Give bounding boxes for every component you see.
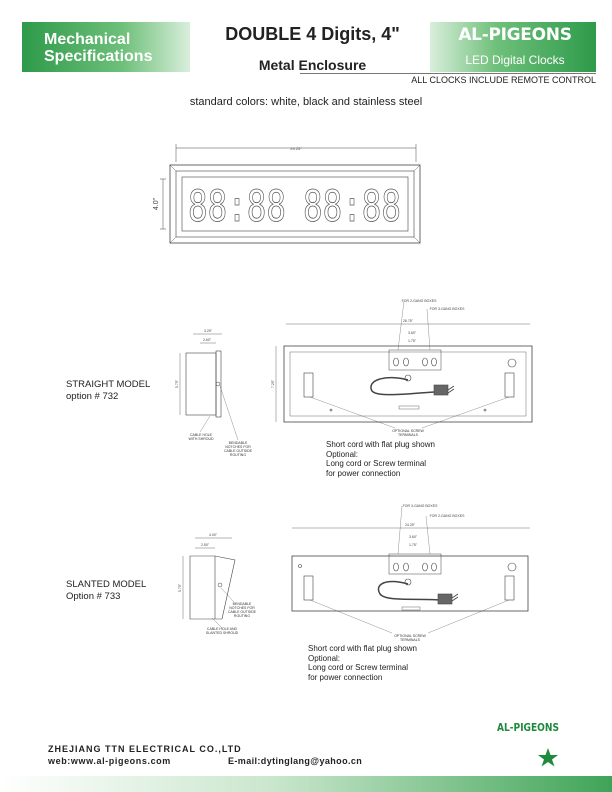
page-subtitle: Metal Enclosure	[258, 57, 367, 73]
footer-gradient-bar	[0, 776, 612, 792]
straight-side-dim-top: 3.25"	[203, 329, 213, 333]
slanted-optional-terminals: OPTIONAL SCREW TERMINALS	[394, 634, 426, 642]
straight-cable-hole-note: CABLE HOLE WITH SHROUD	[188, 433, 214, 441]
footer-web[interactable]: web:www.al-pigeons.com	[48, 756, 171, 766]
slanted-side-dim-top: 4.00"	[208, 533, 218, 537]
footer-company: ZHEJIANG TTN ELECTRICAL CO.,LTD	[48, 744, 242, 754]
straight-gang-label-1: FOR 2-GANG BOXES	[401, 299, 437, 303]
slanted-model-option: Option # 733	[66, 591, 121, 602]
remote-control-note: ALL CLOCKS INCLUDE REMOTE CONTROL	[411, 75, 596, 85]
slanted-cord-line-3: Long cord or Screw terminal	[308, 663, 409, 672]
slanted-knockout-note: BENDABLE NOTCHES FOR CABLE OUTSIDE ROUTING	[227, 602, 256, 618]
front-width-dim: 24.25"	[290, 146, 302, 151]
page-title: DOUBLE 4 Digits, 4"	[225, 24, 400, 44]
footer-email[interactable]: E-mail:dytinglang@yahoo.cn	[228, 756, 363, 766]
slanted-gang-label-2: FOR 2-GANG BOXES	[429, 514, 465, 518]
straight-dim-b: 1.75"	[407, 339, 417, 343]
straight-model-name: STRAIGHT MODEL	[66, 379, 151, 390]
slanted-back-width-dim: 24.25"	[404, 523, 416, 527]
straight-model-label	[66, 379, 150, 403]
straight-cord-line-3: Long cord or Screw terminal	[326, 459, 427, 468]
brand-name: AL-PIGEONS	[458, 25, 572, 45]
slanted-side-dim-inner: 2.50"	[200, 543, 210, 547]
slanted-cord-line-1: Short cord with flat plug shown	[308, 644, 417, 653]
slanted-side-dim-height: 5.75"	[178, 583, 182, 593]
logo-text: AL-PIGEONS	[497, 721, 560, 734]
standard-colors-note: standard colors: white, black and stainless steel	[189, 96, 423, 108]
straight-optional-terminals: OPTIONAL SCREW TERMINALS	[392, 429, 424, 437]
slanted-cord-line-2: Optional:	[308, 653, 341, 663]
straight-cord-line-2: Optional:	[326, 449, 359, 459]
straight-cord-line-1: Short cord with flat plug shown	[326, 440, 435, 449]
straight-model-option: option # 732	[66, 391, 119, 402]
straight-dim-a: 3.60"	[407, 331, 417, 335]
display-digits-left: 88:88	[188, 182, 286, 232]
straight-side-view	[180, 334, 238, 440]
straight-gang-label-2: FOR 3-GANG BOXES	[429, 307, 465, 311]
straight-cord-note	[326, 440, 435, 478]
slanted-cord-note	[308, 644, 417, 682]
slanted-gang-label-1: FOR 3-GANG BOXES	[402, 504, 438, 508]
front-height-dim: 4.0"	[153, 197, 160, 211]
slanted-dim-a: 3.60"	[408, 535, 418, 539]
straight-side-dim-height: 5.75"	[175, 379, 179, 389]
straight-cord-line-4: for power connection	[326, 468, 401, 478]
mechanical-label: Mechanical	[44, 31, 131, 48]
brand-subtitle: LED Digital Clocks	[465, 53, 565, 67]
slanted-model-label	[66, 579, 146, 603]
specifications-label: Specifications	[44, 48, 153, 65]
straight-back-width-dim: 26.75"	[402, 319, 414, 323]
al-pigeons-logo	[489, 700, 560, 773]
display-digits-right: 88:88	[303, 182, 401, 232]
straight-back-height-dim: 7.25"	[271, 379, 275, 389]
slanted-cord-line-4: for power connection	[308, 672, 383, 682]
straight-knockout-note: BENDABLE NOTCHES FOR CABLE OUTSIDE ROUTING	[223, 441, 252, 457]
slanted-model-name: SLANTED MODEL	[66, 579, 147, 590]
straight-side-dim-inner: 2.60"	[202, 338, 212, 342]
slanted-dim-b: 1.75"	[408, 543, 418, 547]
slanted-cable-hole-note: CABLE HOLE AND SLANTED SHROUD	[205, 627, 239, 635]
